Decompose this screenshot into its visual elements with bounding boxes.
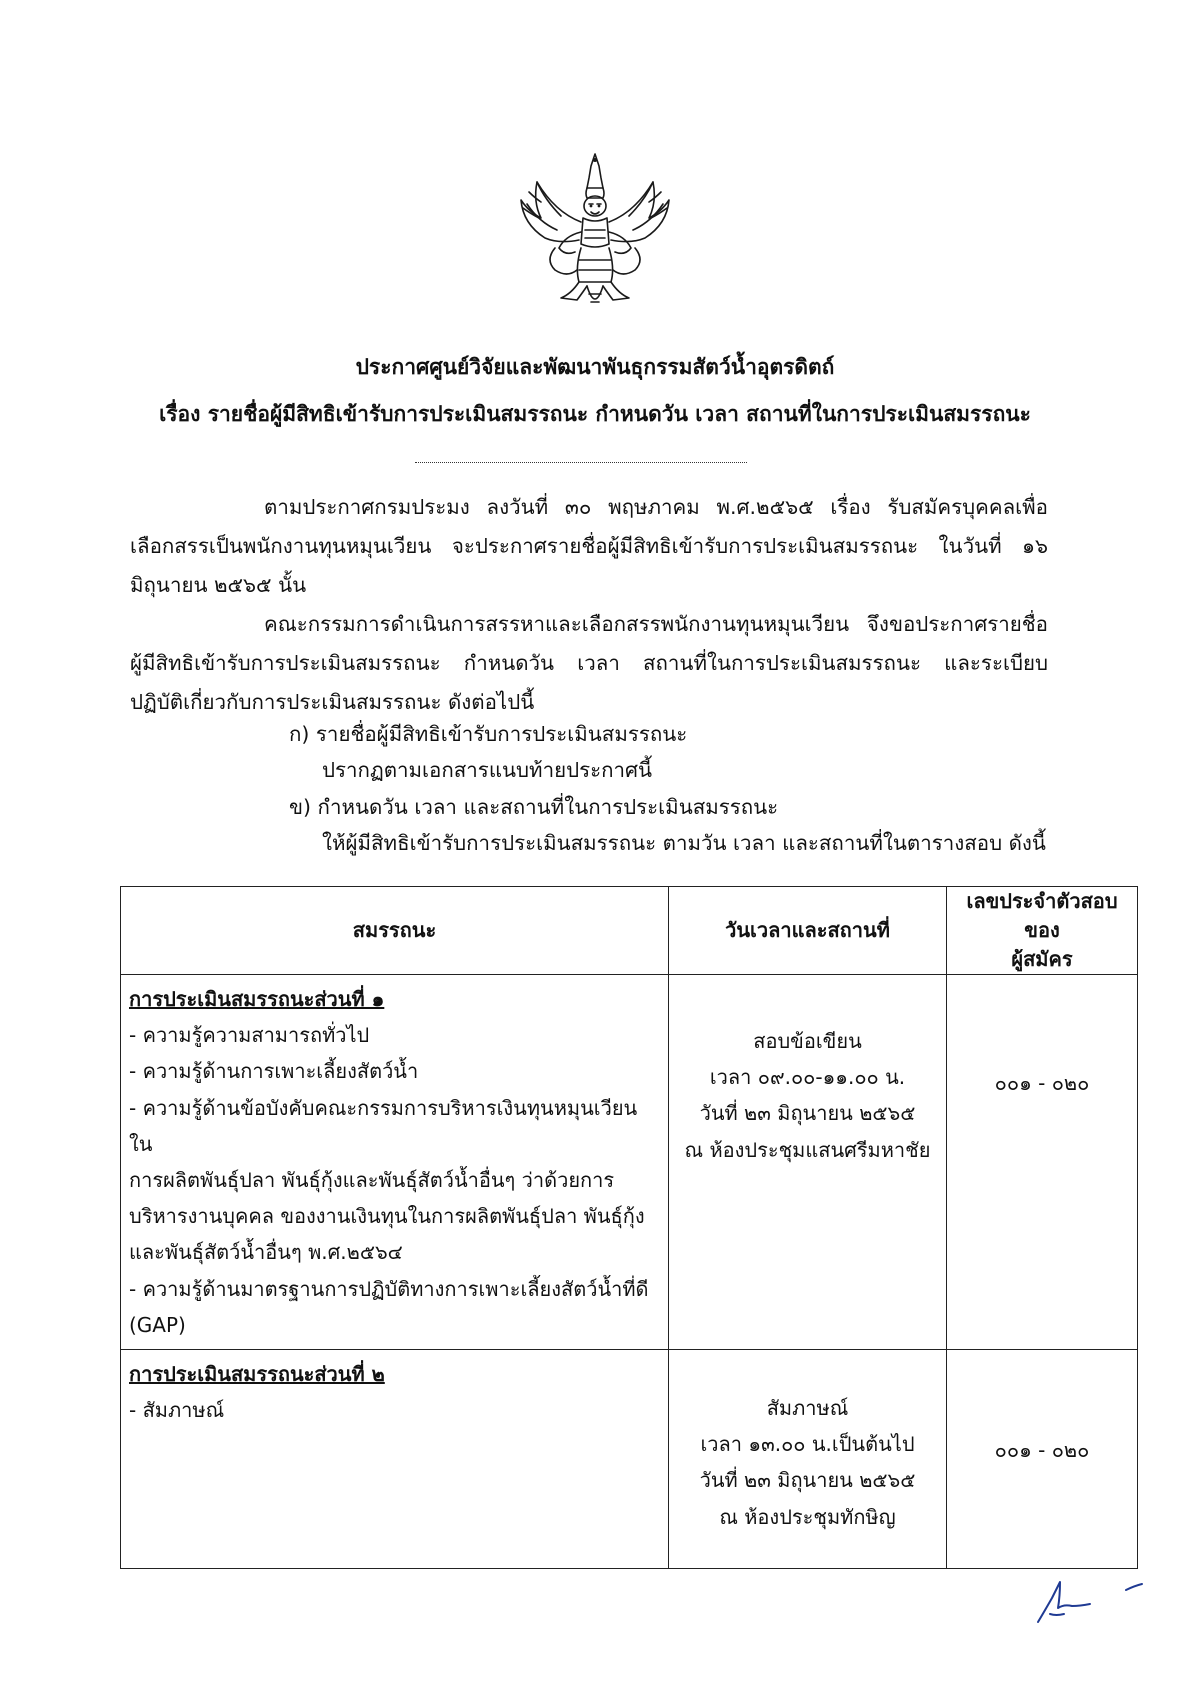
schedule-line: ณ ห้องประชุมทักษิญ <box>719 1504 896 1529</box>
title-divider <box>415 462 747 463</box>
header-applicant-id-line1: เลขประจำตัวสอบของ <box>966 889 1118 942</box>
handwritten-initials-icon <box>1030 1568 1170 1628</box>
document-subject: เรื่อง รายชื่อผู้มีสิทธิเข้ารับการประเมินสมรรถนะ กำหนดวัน เวลา สถานที่ในการประเมินสมรรถนะ <box>159 402 1031 426</box>
para2-line3: ปฏิบัติเกี่ยวกับการประเมินสมรรถนะ ดังต่อไปนี้ <box>130 690 535 714</box>
document-title: ประกาศศูนย์วิจัยและพัฒนาพันธุกรรมสัตว์น้ำอุตรดิตถ์ <box>355 355 835 379</box>
competency-item: - สัมภาษณ์ <box>129 1398 225 1423</box>
schedule-line: ณ ห้องประชุมแสนศรีมหาชัย <box>684 1137 931 1162</box>
competency-item: และพันธุ์สัตว์น้ำอื่นๆ พ.ศ.๒๕๖๔ <box>129 1240 403 1265</box>
para1-line1: ตามประกาศกรมประมง ลงวันที่ ๓๐ พฤษภาคม พ.ศ.๒๕๖๕ เรื่อง รับสมัครบุคคลเพื่อ <box>264 495 1048 519</box>
para1-line2: เลือกสรรเป็นพนักงานทุนหมุนเวียน จะประกาศรายชื่อผู้มีสิทธิเข้ารับการประเมินสมรรถนะ ในวันที่ ๑๖ <box>130 534 1048 558</box>
competency-item: - ความรู้ด้านข้อบังคับคณะกรรมการบริหารเงินทุนหมุนเวียนใน <box>129 1095 638 1156</box>
competency-cell <box>121 1350 669 1569</box>
applicant-id-range: ๐๐๑ - ๐๒๐ <box>947 1350 1138 1569</box>
competency-item: - ความรู้ด้านการเพาะเลี้ยงสัตว์น้ำ <box>129 1059 419 1084</box>
schedule-cell <box>669 975 947 1350</box>
part-title: การประเมินสมรรถนะส่วนที่ ๒ <box>129 1362 385 1387</box>
table-header-row <box>121 887 1138 975</box>
header-applicant-id-line2: ผู้สมัคร <box>1011 947 1073 971</box>
schedule-cell <box>669 1350 947 1569</box>
garuda-emblem-icon <box>515 152 675 317</box>
item-a-line2: ปรากฏตามเอกสารแนบท้ายประกาศนี้ <box>322 758 653 782</box>
schedule-line: สัมภาษณ์ <box>766 1396 849 1421</box>
header-applicant-id <box>947 887 1138 975</box>
schedule-line: วันที่ ๒๓ มิถุนายน ๒๕๖๕ <box>699 1101 916 1126</box>
item-a-line1: ก) รายชื่อผู้มีสิทธิเข้ารับการประเมินสมรรถนะ <box>289 722 688 746</box>
item-b-line1: ข) กำหนดวัน เวลา และสถานที่ในการประเมินสมรรถนะ <box>289 795 779 819</box>
competency-item: - ความรู้ด้านมาตรฐานการปฏิบัติทางการเพาะเลี้ยงสัตว์น้ำที่ดี <box>129 1276 649 1301</box>
exam-schedule-table <box>120 886 1138 1569</box>
para1-line3: มิถุนายน ๒๕๖๕ นั้น <box>130 573 307 597</box>
competency-item: การผลิตพันธุ์ปลา พันธุ์กุ้งและพันธุ์สัตว์น้ำอื่นๆ ว่าด้วยการ <box>129 1168 615 1193</box>
schedule-line: วันที่ ๒๓ มิถุนายน ๒๕๖๕ <box>699 1468 916 1493</box>
table-row <box>121 1350 1138 1569</box>
item-b-line2: ให้ผู้มีสิทธิเข้ารับการประเมินสมรรถนะ ตามวัน เวลา และสถานที่ในตารางสอบ ดังนี้ <box>322 831 1046 855</box>
part-title: การประเมินสมรรถนะส่วนที่ ๑ <box>129 987 385 1011</box>
para2-line2: ผู้มีสิทธิเข้ารับการประเมินสมรรถนะ กำหนดวัน เวลา สถานที่ในการประเมินสมรรถนะ และระเบียบ <box>130 651 1048 675</box>
competency-item: - ความรู้ความสามารถทั่วไป <box>129 1023 370 1048</box>
competency-cell <box>121 975 669 1350</box>
header-competency: สมรรถนะ <box>121 887 669 975</box>
schedule-line: สอบข้อเขียน <box>753 1029 862 1053</box>
table-row <box>121 975 1138 1350</box>
para2-line1: คณะกรรมการดำเนินการสรรหาและเลือกสรรพนักงานทุนหมุนเวียน จึงขอประกาศรายชื่อ <box>264 612 1048 636</box>
schedule-line: เวลา ๐๙.๐๐-๑๑.๐๐ น. <box>709 1065 906 1090</box>
header-datetime-place: วันเวลาและสถานที่ <box>669 887 947 975</box>
competency-item: (GAP) <box>129 1312 186 1337</box>
applicant-id-range: ๐๐๑ - ๐๒๐ <box>947 975 1138 1350</box>
competency-item: บริหารงานบุคคล ของงานเงินทุนในการผลิตพันธุ์ปลา พันธุ์กุ้ง <box>129 1204 645 1229</box>
schedule-line: เวลา ๑๓.๐๐ น.เป็นต้นไป <box>700 1432 915 1457</box>
